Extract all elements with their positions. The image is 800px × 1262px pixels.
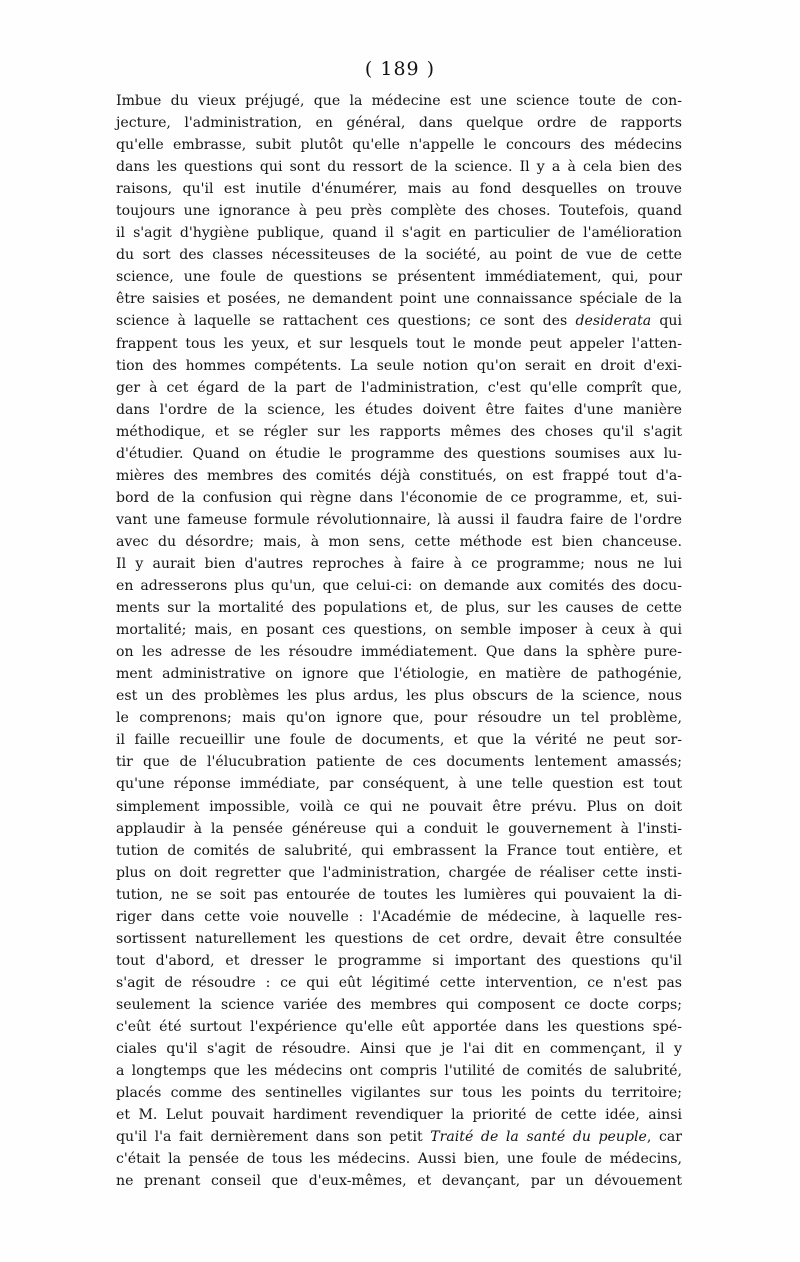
text-line: bord de la confusion qui règne dans l'économie de ce programme, et, sui- — [116, 489, 682, 506]
text-line: c'était la pensée de tous les médecins. Aussi bien, une foule de médecins, — [116, 1151, 682, 1168]
text-line: et M. Lelut pouvait hardiment revendiquer la priorité de cette idée, ainsi — [116, 1107, 682, 1124]
text-line: on les adresse de les résoudre immédiatement. Que dans la sphère pure- — [116, 644, 682, 661]
text-line: dans les questions qui sont du ressort de la science. Il y a à cela bien des — [116, 159, 682, 176]
text-line: le comprenons; mais qu'on ignore que, pour résoudre un tel problème, — [116, 710, 682, 727]
text-line: Il y aurait bien d'autres reproches à faire à ce programme; nous ne lui — [116, 555, 682, 572]
text-line: dans l'ordre de la science, les études doivent être faites d'une manière — [116, 401, 682, 418]
page-number: ( 189 ) — [364, 58, 436, 80]
text-line: qu'une réponse immédiate, par conséquent, à une telle question est tout — [116, 776, 682, 793]
text-line: d'étudier. Quand on étudie le programme des questions soumises aux lu- — [116, 445, 682, 462]
text-line: tution, ne se soit pas entourée de toutes les lumières qui pouvaient la di- — [116, 886, 682, 903]
text-line: méthodique, et se régler sur les rapports mêmes des choses qu'il s'agit — [116, 423, 682, 440]
text-line: toujours une ignorance à peu près complète des choses. Toutefois, quand — [116, 203, 682, 220]
text-line: tution de comités de salubrité, qui embrassent la France tout entière, et — [116, 842, 682, 859]
text-line: a longtemps que les médecins ont compris l'utilité de comités de salubrité, — [116, 1063, 682, 1080]
text-line: il faille recueillir une foule de documents, et que la vérité ne peut sor- — [116, 732, 682, 749]
text-line: raisons, qu'il est inutile d'énumérer, mais au fond desquelles on trouve — [116, 181, 682, 198]
text-line: qu'il l'a fait dernièrement dans son petit Traité de la santé du peuple, car — [116, 1129, 683, 1146]
text-line: plus on doit regretter que l'administration, chargée de réaliser cette insti- — [116, 864, 682, 881]
body-text — [116, 90, 682, 1192]
text-line: mortalité; mais, en posant ces questions, on semble imposer à ceux à qui — [116, 622, 682, 639]
text-line: ment administrative on ignore que l'étiologie, en matière de pathogénie, — [116, 666, 682, 683]
text-line: être saisies et posées, ne demandent point une connaissance spéciale de la — [116, 291, 682, 308]
text-line: science, une foule de questions se présentent immédiatement, qui, pour — [116, 269, 682, 286]
text-line: mières des membres des comités déjà constitués, on est frappé tout d'a- — [116, 467, 682, 484]
text-line: sortissent naturellement les questions de cet ordre, devait être consultée — [116, 930, 682, 947]
text-line: seulement la science variée des membres qui composent ce docte corps; — [116, 996, 682, 1013]
text-line: ne prenant conseil que d'eux-mêmes, et devançant, par un dévouement — [116, 1173, 682, 1190]
text-line: s'agit de résoudre : ce qui eût légitimé cette intervention, ce n'est pas — [116, 974, 682, 991]
text-line: il s'agit d'hygiène publique, quand il s'agit en particulier de l'amélioration — [116, 225, 682, 242]
text-line: simplement impossible, voilà ce qui ne pouvait être prévu. Plus on doit — [116, 798, 682, 815]
text-line: placés comme des sentinelles vigilantes sur tous les points du territoire; — [116, 1085, 682, 1102]
text-line: vant une fameuse formule révolutionnaire, là aussi il faudra faire de l'ordre — [116, 511, 682, 528]
text-line: tir que de l'élucubration patiente de ces documents lentement amassés; — [116, 754, 682, 771]
text-line: est un des problèmes les plus ardus, les plus obscurs de la science, nous — [116, 688, 682, 705]
text-line: avec du désordre; mais, à mon sens, cette méthode est bien chanceuse. — [116, 533, 682, 550]
text-line: ciales qu'il s'agit de résoudre. Ainsi que je l'ai dit en commençant, il y — [116, 1041, 682, 1058]
text-line: applaudir à la pensée généreuse qui a conduit le gouvernement à l'insti- — [116, 820, 682, 837]
text-line: frappent tous les yeux, et sur lesquels tout le monde peut appeler l'atten- — [116, 335, 682, 352]
text-line: en adresserons plus qu'un, que celui-ci: on demande aux comités des docu- — [116, 578, 682, 595]
text-line: tout d'abord, et dresser le programme si important des questions qu'il — [116, 952, 682, 969]
text-line: riger dans cette voie nouvelle : l'Académie de médecine, à laquelle res- — [116, 908, 682, 925]
text-line: ger à cet égard de la part de l'administration, c'est qu'elle comprît que, — [116, 379, 682, 396]
text-line: science à laquelle se rattachent ces questions; ce sont des desiderata qui — [116, 313, 682, 330]
text-line: qu'elle embrasse, subit plutôt qu'elle n'appelle le concours des médecins — [116, 137, 682, 154]
text-line: c'eût été surtout l'expérience qu'elle eût apportée dans les questions spé- — [116, 1018, 682, 1035]
text-line: jecture, l'administration, en général, dans quelque ordre de rapports — [116, 115, 682, 132]
text-line: du sort des classes nécessiteuses de la société, au point de vue de cette — [116, 247, 682, 264]
text-line: Imbue du vieux préjugé, que la médecine est une science toute de con- — [116, 93, 682, 109]
text-line: ments sur la mortalité des populations et, de plus, sur les causes de cette — [116, 600, 682, 617]
text-line: tion des hommes compétents. La seule notion qu'on serait en droit d'exi- — [116, 357, 682, 374]
